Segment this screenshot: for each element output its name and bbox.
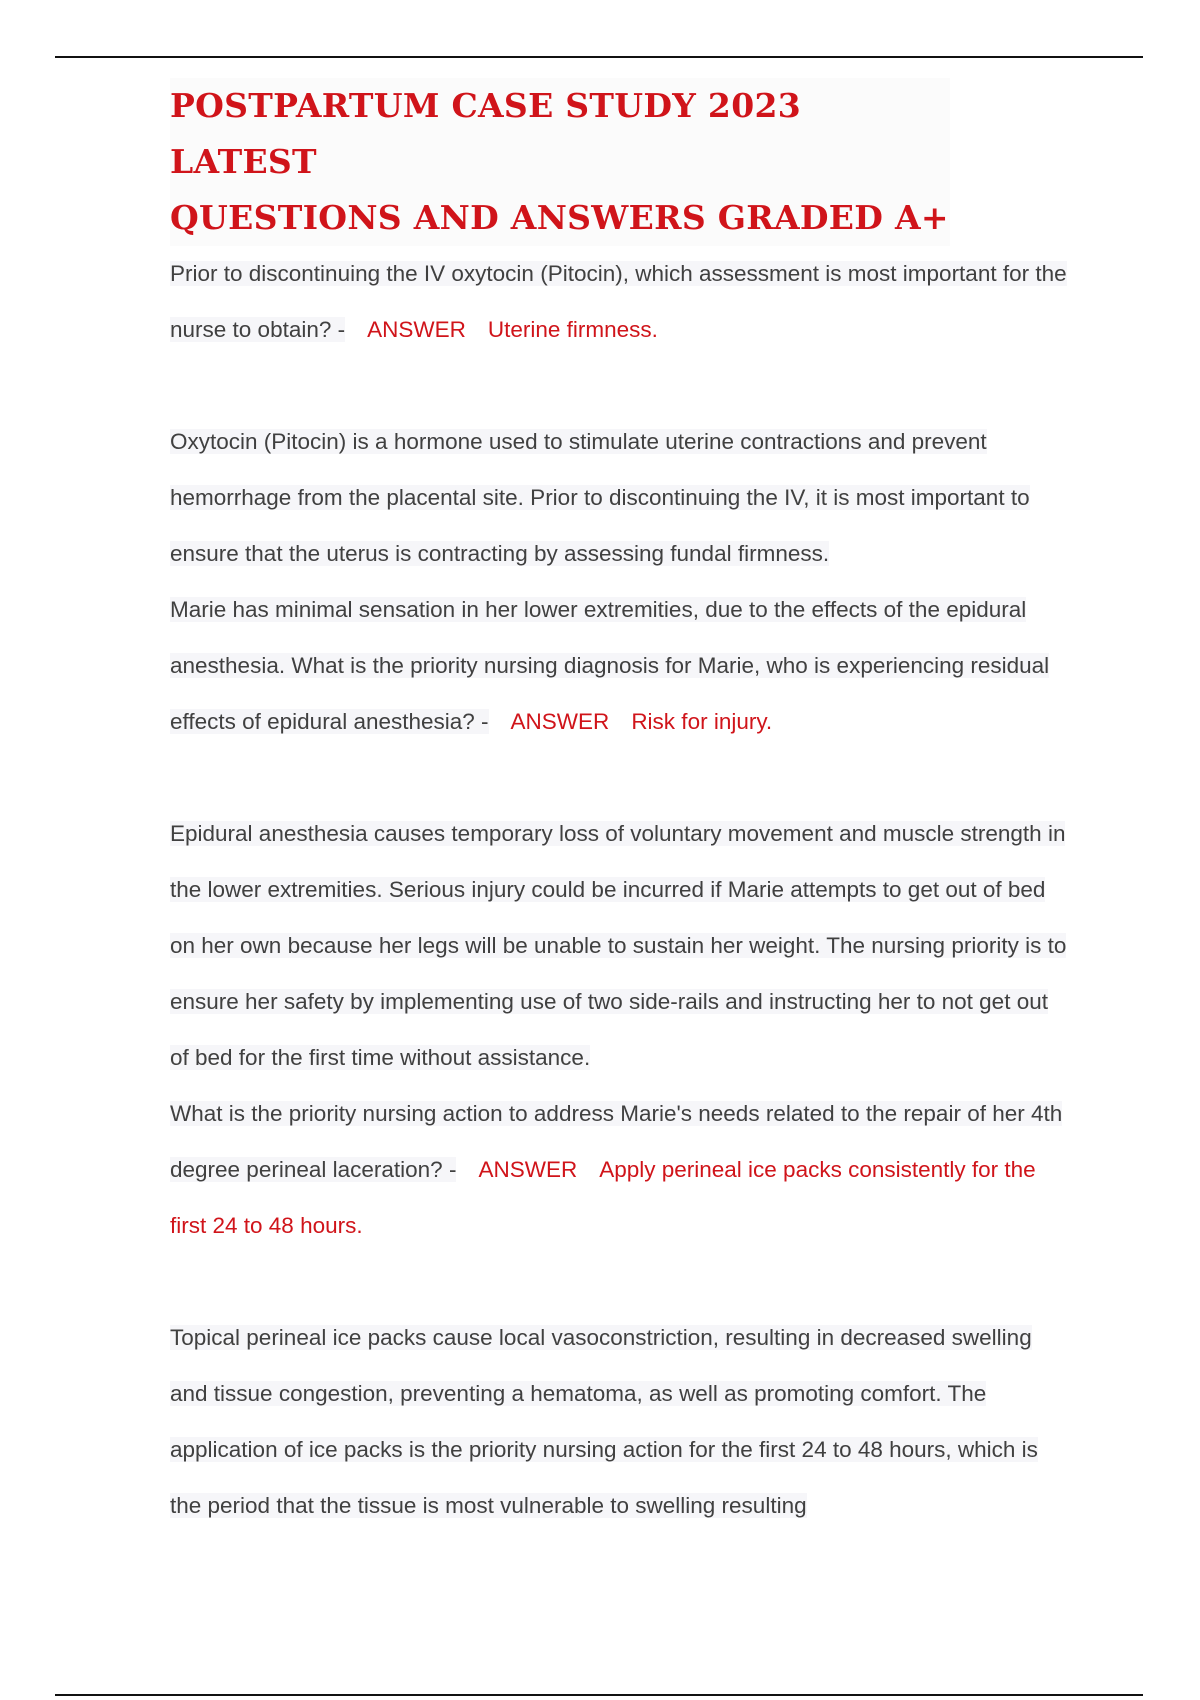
answer-label: ANSWER [367,317,466,342]
rationale-text: Oxytocin (Pitocin) is a hormone used to stimulate uterine contractions and prevent hemorrhage from the placental site. Prior to discontinuing the IV, it is most important to ensure that the uterus is contracting by assessing fundal firmness. [170,429,1030,566]
rationale-1 [170,414,1070,582]
question-1 [170,246,1070,358]
answer-label: ANSWER [478,1157,578,1182]
question-3 [170,1086,1070,1254]
answer-label: ANSWER [510,709,610,734]
rationale-text: Epidural anesthesia causes temporary loss of voluntary movement and muscle strength in the lower extremities. Serious injury could be incurred if Marie attempts to get out of bed on her own because her legs will be unable to sustain her weight. The nursing priority is to ensure her safety by implementing use of two side-rails and instructing her to not get out of bed for the first time without assistance. [170,821,1067,1070]
bottom-rule [55,1694,1143,1696]
rationale-text: Topical perineal ice packs cause local vasoconstriction, resulting in decreased swelling and tissue congestion, preventing a hematoma, as well as promoting comfort. The application of ice packs is the priority nursing action for the first 24 to 48 hours, which is the period that the tissue is most vulnerable to swelling resulting [170,1325,1038,1518]
top-rule [55,56,1143,58]
document-title [170,78,950,246]
answer-text: Apply perineal ice packs consistently for the first 24 to 48 hours. [170,1157,1036,1238]
document-body [170,78,1070,1534]
spacer [170,750,1070,806]
question-text: Marie has minimal sensation in her lower extremities, due to the effects of the epidural anesthesia. What is the priority nursing diagnosis for Marie, who is experiencing residual effects of epidural anesthesia? - [170,597,1050,734]
rationale-2 [170,806,1070,1086]
question-text: What is the priority nursing action to address Marie's needs related to the repair of her 4th degree perineal laceration? - [170,1101,1063,1182]
title-line-2: QUESTIONS AND ANSWERS GRADED A+ [170,198,949,237]
question-2 [170,582,1070,750]
answer-text: Uterine firmness. [487,317,658,342]
spacer [170,358,1070,414]
answer-text: Risk for injury. [631,709,773,734]
question-text: Prior to discontinuing the IV oxytocin (Pitocin), which assessment is most important for the nurse to obtain? - [170,261,1067,342]
title-line-1: POSTPARTUM CASE STUDY 2023 LATEST [170,86,801,181]
spacer [170,1254,1070,1310]
rationale-3 [170,1310,1070,1534]
